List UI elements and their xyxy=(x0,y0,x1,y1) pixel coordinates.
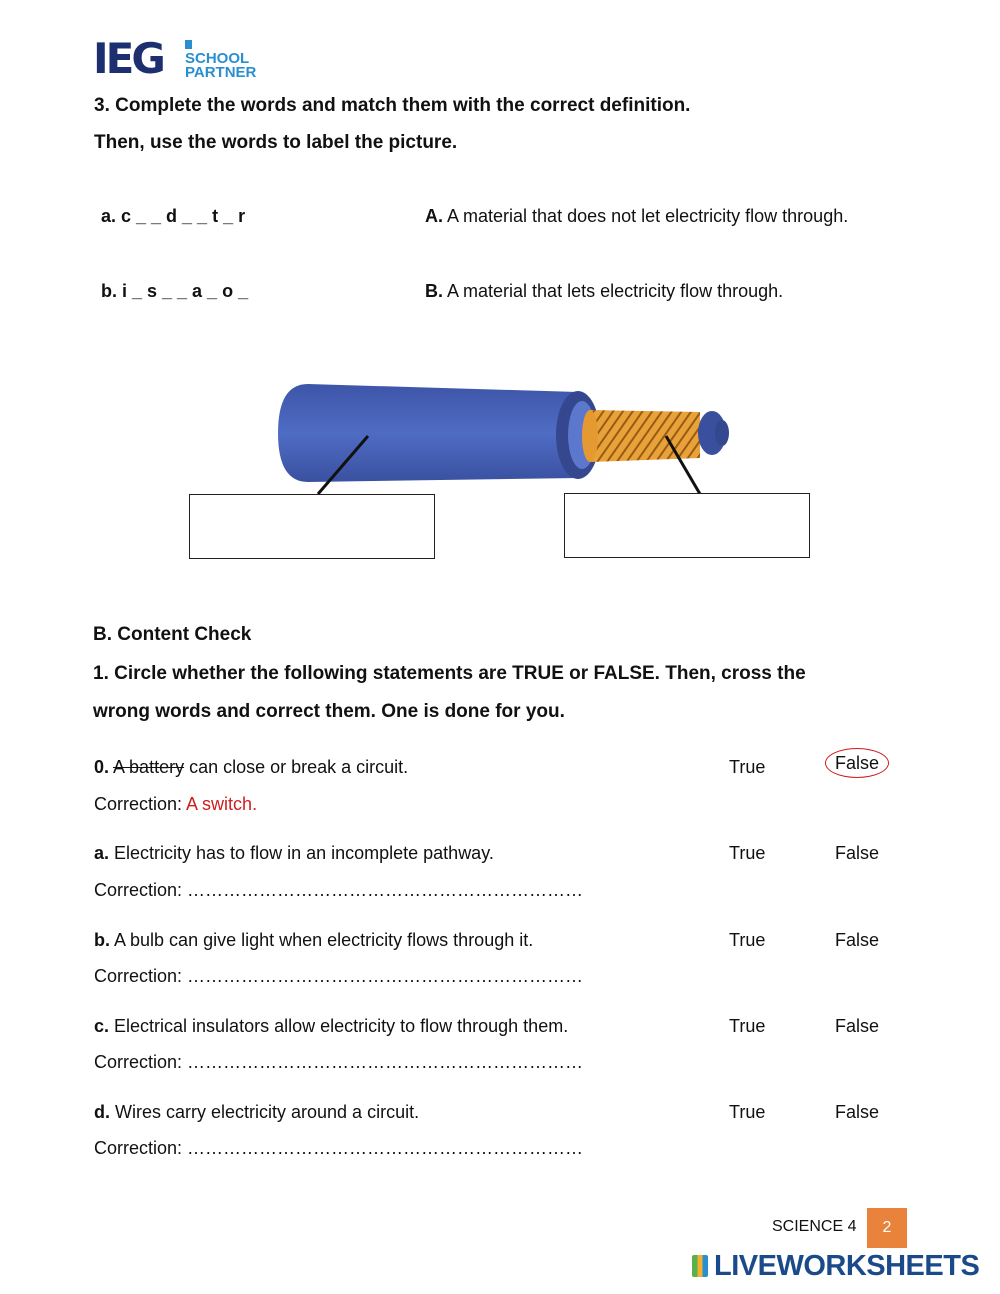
false-option-0[interactable] xyxy=(835,753,889,774)
correction-b-dots: ………………………………………………………… xyxy=(187,966,584,986)
word-b: b. i _ s _ _ a _ o _ xyxy=(101,281,249,301)
false-circled: False xyxy=(825,748,889,778)
definition-b xyxy=(425,281,783,302)
definition-a-letter: A. xyxy=(425,206,443,226)
correction-a[interactable] xyxy=(94,880,583,901)
statement-c-number: c. xyxy=(94,1016,110,1036)
false-option-b[interactable]: False xyxy=(835,930,880,950)
correction-c-dots: ………………………………………………………… xyxy=(187,1052,584,1072)
correction-label: Correction: xyxy=(94,1138,183,1158)
copper-base xyxy=(582,410,598,462)
correction-b[interactable] xyxy=(94,966,583,987)
true-option-a[interactable]: True xyxy=(729,843,766,863)
correction-0 xyxy=(94,794,257,815)
copper-strands xyxy=(590,410,700,462)
instruction-line2: wrong words and correct them. One is done for you. xyxy=(93,701,565,722)
logo-sub-line1: SCHOOL xyxy=(185,50,250,67)
label-box-conductor[interactable] xyxy=(564,493,810,558)
statement-a-number: a. xyxy=(94,843,110,863)
logo-flag-icon xyxy=(185,40,192,49)
statement-d-number: d. xyxy=(94,1102,110,1122)
word-a: a. c _ _ d _ _ t _ r xyxy=(101,206,246,226)
section-heading: B. Content Check xyxy=(93,624,252,645)
true-option-b[interactable]: True xyxy=(729,930,766,950)
true-option-d[interactable]: True xyxy=(729,1102,766,1122)
statement-c-text: Electrical insulators allow electricity to flow through them. xyxy=(109,1016,569,1036)
statement-b-text: A bulb can give light when electricity flows through it. xyxy=(110,930,534,950)
statement-a xyxy=(94,843,494,864)
logo-sub-line2: PARTNER xyxy=(185,64,257,81)
correction-d-dots: ………………………………………………………… xyxy=(187,1138,584,1158)
correction-label: Correction: xyxy=(94,880,183,900)
liveworksheets-icon xyxy=(692,1255,708,1277)
statement-c xyxy=(94,1016,568,1037)
statement-b xyxy=(94,930,533,951)
definition-a xyxy=(425,206,848,227)
definition-b-text: A material that lets electricity flow through. xyxy=(447,281,784,301)
core-end xyxy=(715,420,729,446)
true-option-c[interactable]: True xyxy=(729,1016,766,1036)
statement-d-text: Wires carry electricity around a circuit. xyxy=(110,1102,420,1122)
page-number: 2 xyxy=(867,1208,907,1248)
subject-label: SCIENCE 4 xyxy=(772,1218,857,1235)
statement-a-text: Electricity has to flow in an incomplete pathway. xyxy=(109,843,494,863)
correction-c[interactable] xyxy=(94,1052,583,1073)
exercise3-title-line1: 3. Complete the words and match them with the correct definition. xyxy=(94,95,691,116)
statement-0-text: can close or break a circuit. xyxy=(184,757,409,777)
liveworksheets-text: LIVEWORKSHEETS xyxy=(714,1250,980,1282)
cable-illustration xyxy=(260,370,750,500)
statement-0-number: 0. xyxy=(94,757,110,777)
statement-d xyxy=(94,1102,419,1123)
false-option-c[interactable]: False xyxy=(835,1016,880,1036)
statement-0 xyxy=(94,757,408,778)
correction-d[interactable] xyxy=(94,1138,583,1159)
cable-jacket xyxy=(278,384,578,482)
true-option-0[interactable]: True xyxy=(729,757,766,777)
correction-label: Correction: xyxy=(94,966,183,986)
label-box-insulator[interactable] xyxy=(189,494,435,559)
correction-answer: A switch. xyxy=(186,794,258,814)
instruction-line1: 1. Circle whether the following statements are TRUE or FALSE. Then, cross the xyxy=(93,663,806,684)
definition-a-text: A material that does not let electricity flow through. xyxy=(447,206,849,226)
ieg-logo xyxy=(93,34,263,84)
correction-label: Correction: xyxy=(94,794,183,814)
logo-subtitle xyxy=(185,52,256,80)
correction-label: Correction: xyxy=(94,1052,183,1072)
correction-a-dots: ………………………………………………………… xyxy=(187,880,584,900)
false-option-d[interactable]: False xyxy=(835,1102,880,1122)
crossed-word: A battery xyxy=(113,757,185,777)
definition-b-letter: B. xyxy=(425,281,443,301)
statement-b-number: b. xyxy=(94,930,110,950)
logo-brand: IEG xyxy=(93,34,163,83)
false-option-a[interactable]: False xyxy=(835,843,880,863)
liveworksheets-logo xyxy=(692,1250,979,1283)
exercise3-title-line2: Then, use the words to label the picture. xyxy=(94,132,458,153)
